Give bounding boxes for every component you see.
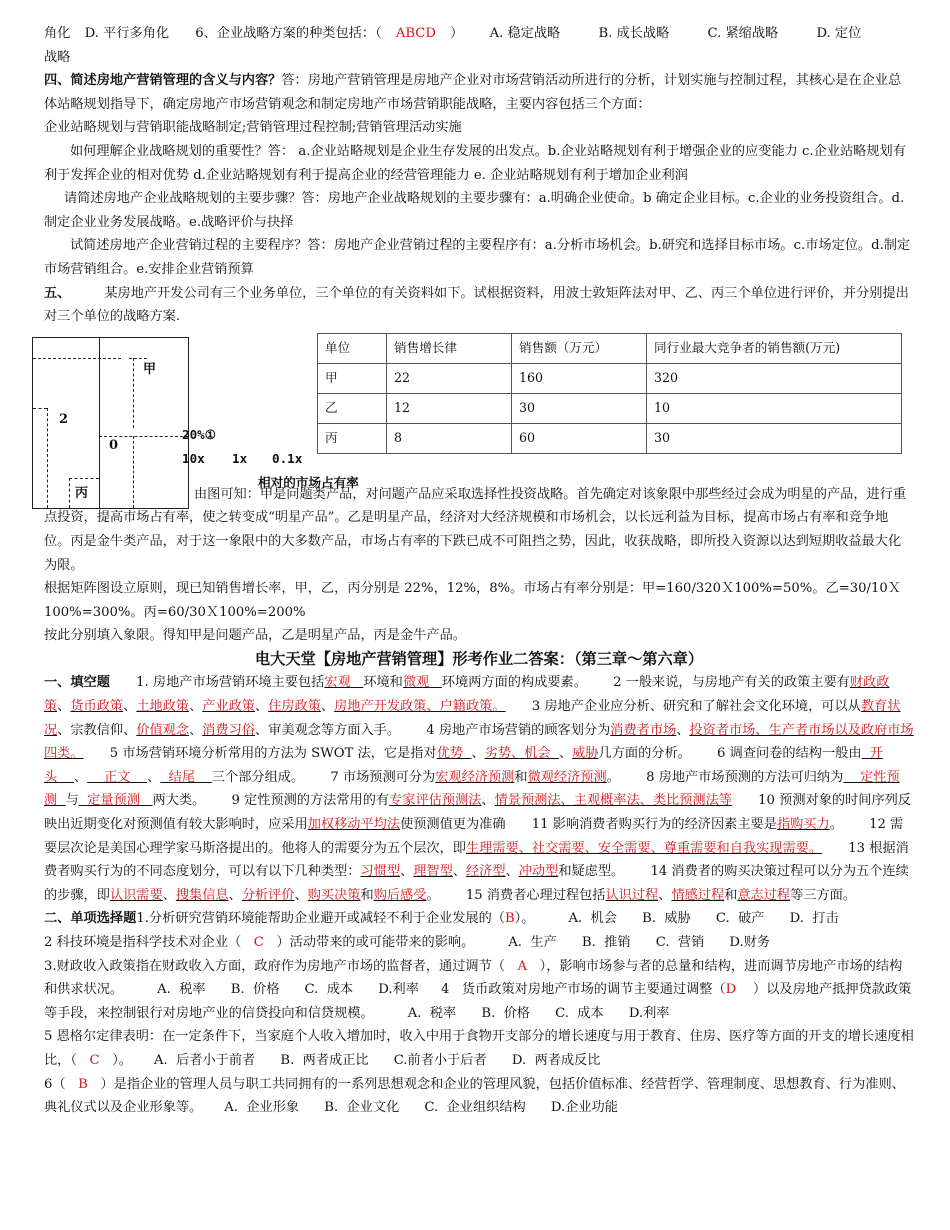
answer: 房地产开发政策、户籍政策。 xyxy=(334,699,506,715)
data-table xyxy=(317,333,902,454)
table-cell: 60 xyxy=(512,423,647,453)
answer: 经济型 xyxy=(466,864,506,880)
text: 、宗教信仰、 xyxy=(57,722,137,738)
answer: 冲动型 xyxy=(518,864,559,880)
table-header: 同行业最大竞争者的销售额(万元) xyxy=(647,333,902,363)
answer: 认识需要 xyxy=(109,887,163,903)
table-header: 销售额（万元） xyxy=(512,333,647,363)
answer: 投资者市场、生产者市场以及政府市场四类。 xyxy=(44,722,914,762)
fill-in-section: 一、填空题 1. 房地产市场营销环境主要包括宏观 环境和微观 环境两方面的构成要素。 2 一般来说，与房地产有关的政策主要有财政政策、货币政策、土地政策、产业政策、住房政策、房地产开发政策、户籍政策。 3 房地产企业应分析、研究和了解社会文化环境，可以从教育状况、宗教信仰、价值观念、消费习俗、审美观念等方面入手。 4 房地产市场营销的顾客划分为消费者市场、投资者市场、生产者市场以及政府市场四类。 5 市场营销环境分析常用的方法为 SWOT 法，它是指对优势 、劣势、机会 、威胁几方面的分析。 6 调查问卷的结构一般由 开头 、 正文 、 结尾 三个部分组成。 7 市场预测可分为宏观经济预测和微观经济预测。 8 房地产市场预测的方法可归纳为 定性预测 与 定量预测 两大类。 9 定性预测的方法常用的有专家评估预测法、情景预测法、主观概率法、类比预测法等 10 预测对象的时间序列反映出近期变化对预测值有较大影响时，应采用加权移动平均法使预测值更为准确 11 影响消费者购买行为的经济因素主要是指购买力。 12 需要层次论是美国心理学家马斯洛提出的。他将人的需要分为五个层次，即生理需要、社交需要、安全需要、尊重需要和自我实现需要。 13 根据消费者购买行为的不同态度划分，可以有以下几种类型：习惯型、理智型、经济型、冲动型和疑虑型。 14 消费者的购买决策过程可以分为五个连续的步骤，即认识需要、搜集信息、分析评价、购买决策和购后感受。 15 消费者心理过程包括认识过程、情感过程和意志过程等三方面。 xyxy=(44,675,914,903)
paragraph: 某房地产开发公司有三个业务单位，三个单位的有关资料如下。试根据资料，用波士敦矩阵法对甲、乙、丙三个单位进行评价，并分别提出对三个单位的战略方案. xyxy=(44,285,909,325)
table-cell: 12 xyxy=(387,393,512,423)
text: 4 货币政策对房地产市场的调节主要通过调整（ xyxy=(440,982,726,998)
text: 、审美观念等方面入手。 xyxy=(255,722,401,738)
answer: 正文 xyxy=(103,769,131,785)
table-cell: 8 xyxy=(387,423,512,453)
text: 5 恩格尔定律表明：在一定条件下，当家庭个人收入增加时，收入中用于食物开支部分的增长速度与用于教育、住房、医疗等方面的开支的增长速度相比，（ xyxy=(44,1029,914,1068)
text: ）是指企业的管理人员与职工共同拥有的一系列思想观念和企业的管理风貌，包括价值标准、经营哲学、管理制度、思想教育、行为准则、典礼仪式以及企业形象等。 xyxy=(44,1076,905,1116)
text: B. 成长战略 xyxy=(598,26,670,41)
answer: B xyxy=(78,1076,88,1092)
answer: 生理需要、社交需要、安全需要、尊重需要和自我实现需要。 xyxy=(466,840,823,856)
answer: 意志过程 xyxy=(737,887,791,903)
matrix-and-table xyxy=(44,333,914,501)
answer: 宏观 xyxy=(324,675,351,691)
label-bing: 丙 xyxy=(75,485,89,501)
answer: 情景预测法、主观概率法、类比预测法等 xyxy=(494,793,732,809)
table-row xyxy=(318,363,902,393)
section-heading: 一、填空题 xyxy=(44,675,110,691)
text: 、 xyxy=(189,722,203,738)
single-choice-q1 xyxy=(44,907,914,931)
answer: 土地政策 xyxy=(136,699,190,715)
options: A. 机会 B. 威胁 C. 破产 D. 打击 xyxy=(568,911,839,927)
paragraph: 由图可知：甲是问题类产品，对问题产品应采取选择性投资战略。首先确定对该象限中那些经过会成为明星的产品，进行重点投资，提高市场占有率，使之转变成“明星产品”。乙是明星产品，经济对大经济规模和市场机会，以长远利益为目标，提高市场占有率和竞争地位。丙是金牛类产品，对于这一象限中的大多数产品，市场占有率的下跌已成不可阻挡之势，因此，收获战略，即所投入资源以达到短期收益最大化为限。 xyxy=(44,486,907,573)
text: 6、企业战略方案的种类包括：（ xyxy=(195,26,382,41)
paragraph: 答：房地产营销管理是房地产企业对市场营销活动所进行的分析，计划实施与控制过程，其核心是在企业总体站略规划指导下，确定房地产市场营销观念和制定房地产市场营销职能战略，主要内容包括三个方面： xyxy=(44,73,902,112)
answer: 加权移动平均法 xyxy=(307,817,401,833)
options-line xyxy=(44,22,914,46)
paragraph: 企业站略规划与营销职能战略制定;营销管理过程控制;营销管理活动实施 xyxy=(44,120,462,136)
x-tick: 1x xyxy=(232,450,248,466)
answer: 开头 xyxy=(44,746,884,785)
label-2: 2 xyxy=(59,411,69,427)
answer: 价值观念 xyxy=(136,722,190,738)
text: 12 需要层次论是美国心理学家马斯洛提出的。他将人的需要分为五个层次，即 xyxy=(44,817,904,856)
answer: C xyxy=(253,935,264,950)
text: ）。 xyxy=(112,1052,132,1068)
answer: 习惯型 xyxy=(360,864,401,880)
paragraph: 请简述房地产企业战略规划的主要步骤？答：房地产企业战略规划的主要步骤有：a.明确企业使命。b 确定企业目标。c.企业的业务投资组合。d.制定企业业务发展战略。e.战略评价与抉择 xyxy=(44,191,905,230)
answer: 住房政策 xyxy=(268,699,321,715)
table-cell: 22 xyxy=(387,363,512,393)
text: 和疑虑型。 xyxy=(558,864,625,880)
document-page xyxy=(44,22,914,1120)
text: 环境两方面的构成要素。 xyxy=(441,675,587,691)
answer: 分析评价 xyxy=(241,887,295,903)
text: 。 xyxy=(829,817,843,833)
answer: 结尾 xyxy=(168,769,196,785)
text: 14 消费者的购买决策过程可以分为五个连续的步骤，即 xyxy=(44,864,909,903)
options: A. 税率 B. 价格 C. 成本 D.利率 xyxy=(157,982,419,998)
x-tick: 0.1x xyxy=(272,450,303,466)
text: 三个部分组成。 xyxy=(211,769,305,785)
text: 13 根据消费者购买行为的不同态度划分，可以有以下几种类型： xyxy=(44,840,909,880)
section-heading: 二、单项选择题 xyxy=(44,911,137,927)
table-header: 销售增长律 xyxy=(387,333,512,363)
text: 与 xyxy=(65,793,79,809)
answer: ABCD xyxy=(395,26,436,41)
answer: 消费者市场 xyxy=(610,722,677,738)
text: 7 市场预测可分为 xyxy=(330,769,436,785)
text: 9 定性预测的方法常用的有 xyxy=(231,793,390,809)
answer: 微观 xyxy=(402,675,430,691)
text: 。 xyxy=(606,769,620,785)
table-row xyxy=(318,393,902,423)
table-cell: 丙 xyxy=(318,423,387,453)
answer: 产业政策 xyxy=(202,699,255,715)
answer: 理智型 xyxy=(413,864,453,880)
answer: 认识过程 xyxy=(605,887,659,903)
text: ）活动带来的或可能带来的影响。 xyxy=(276,935,475,950)
text: 2 科技环境是指科学技术对企业（ xyxy=(44,935,242,950)
answer: 财政政策 xyxy=(44,675,890,715)
text: 。 xyxy=(426,887,440,903)
paragraph: 如何理解企业战略规划的重要性？答： a.企业站略规划是企业生存发展的出发点。b.企业站略规划有利于增强企业的应变能力 c.企业站略规划有利于发挥企业的相对优势 d.企业站略规划有利于提高企业的经营管理能力 e. 企业站略规划有利于增加企业利润 xyxy=(44,143,906,183)
text: 4 房地产市场营销的顾客划分为 xyxy=(426,722,611,738)
answer: 微观经济预测 xyxy=(527,769,607,785)
text: 5 市场营销环境分析常用的方法为 SWOT 法，它是指对 xyxy=(109,746,437,762)
answer: 定量预测 xyxy=(87,793,140,809)
answer: 消费习俗 xyxy=(202,722,255,738)
answer: 搜集信息 xyxy=(175,887,229,903)
text: 8 房地产市场预测的方法可归纳为 xyxy=(646,769,844,785)
answer: 定性预测 xyxy=(44,769,900,809)
single-choice-q2 xyxy=(44,931,914,955)
answer: C xyxy=(89,1052,100,1068)
text: D. 定位 xyxy=(816,26,862,41)
answer: A xyxy=(517,958,528,974)
answer: 货币政策 xyxy=(70,699,124,715)
text: C. 紧缩战略 xyxy=(707,26,779,41)
options: A. 税率 B. 价格 C. 成本 D.利率 xyxy=(407,1005,670,1021)
paragraph: 按此分别填入象限。得知甲是问题产品，乙是明星产品，丙是金牛产品。 xyxy=(44,628,466,644)
section-5 xyxy=(44,282,914,329)
text: ）以及房地产抵押贷款政策等手段，来控制银行对房地产业的信贷投向和信贷规模。 xyxy=(44,982,912,1021)
text: 6 调查问卷的结构一般由 xyxy=(717,746,862,762)
answer: 劣势、机会 xyxy=(484,746,551,762)
answer: 指购买力 xyxy=(776,817,830,833)
text: 两大类。 xyxy=(152,793,206,809)
table-cell: 乙 xyxy=(318,393,387,423)
options: A. 后者小于前者 B. 两者成正比 C.前者小于后者 D. 两者成反比 xyxy=(154,1052,601,1068)
text: 几方面的分析。 xyxy=(598,746,691,762)
text: 15 消费者心理过程包括 xyxy=(465,887,606,903)
text: 11 影响消费者购买行为的经济因素主要是 xyxy=(531,817,777,833)
text: ）。 xyxy=(514,911,535,927)
table-cell: 320 xyxy=(647,363,902,393)
table-cell: 30 xyxy=(512,393,647,423)
single-choice-q6 xyxy=(44,1073,914,1120)
table-cell: 30 xyxy=(647,423,902,453)
section-4 xyxy=(44,69,914,116)
answer: 宏观经济预测 xyxy=(435,769,515,785)
table-header-row xyxy=(318,333,902,363)
text: ） xyxy=(450,26,464,41)
answer: B xyxy=(504,911,515,927)
paragraph: 试简述房地产企业营销过程的主要程序？答：房地产企业营销过程的主要程序有：a.分析市场机会。b.研究和选择目标市场。c.市场定位。d.制定市场营销组合。e.安排企业营销预算 xyxy=(44,238,911,277)
text: 使预测值更为准确 xyxy=(400,817,506,833)
table-row xyxy=(318,423,902,453)
text: 环境和 xyxy=(363,675,403,691)
answer: 购后感受 xyxy=(373,887,427,903)
text: 1. 房地产市场营销环境主要包括 xyxy=(136,675,325,691)
section-heading: 五、 xyxy=(44,285,71,301)
text: 3.财政收入政策指在财政收入方面，政府作为房地产市场的监督者，通过调节（ xyxy=(44,958,505,974)
answer: 购买决策 xyxy=(307,887,361,903)
bcg-matrix xyxy=(32,337,189,509)
text: 3 房地产企业应分析、研究和了解社会文化环境，可以从 xyxy=(531,699,861,715)
text: 10 预测对象的时间序列反映出近期变化对预测值有较大影响时，应采用 xyxy=(44,793,912,833)
section-heading: 四、简述房地产营销管理的含义与内容？ xyxy=(44,73,282,89)
paragraph: 根据矩阵图设立原则，现已知销售增长率，甲，乙，丙分别是 22%，12%，8%。市场占有率分别是：甲=160/320Ｘ100%=50%。乙=30/10Ｘ100%=300%。丙=60/30Ｘ100%=200% xyxy=(44,581,901,620)
table-cell: 10 xyxy=(647,393,902,423)
x-tick: 10x xyxy=(182,450,205,466)
table-cell: 160 xyxy=(512,363,647,393)
table-header: 单位 xyxy=(318,333,387,363)
options: A. 生产 B. 推销 C. 营销 D.财务 xyxy=(508,935,771,950)
text: 1.分析研究营销环境能帮助企业避开或减轻不利于企业发展的（ xyxy=(136,911,505,927)
text: 和 xyxy=(514,769,528,785)
text: ），影响市场参与者的总量和结构，进而调节房地产市场的结构和供求状况。 xyxy=(44,958,903,998)
text-line: 战略 xyxy=(44,49,71,65)
single-choice-q5 xyxy=(44,1025,914,1072)
homework-title: 电大天堂【房地产营销管理】形考作业二答案：（第三章～第六章） xyxy=(254,649,704,668)
label-0: 0 xyxy=(109,437,119,453)
text: D. 平行多角化 xyxy=(84,26,170,41)
options: A. 企业形象 B. 企业文化 C. 企业组织结构 D.企业功能 xyxy=(224,1100,618,1116)
x-axis-label: 相对的市场占有率 xyxy=(258,474,359,490)
text: 等三方面。 xyxy=(790,887,857,903)
answer: D xyxy=(725,982,737,998)
label-jia: 甲 xyxy=(143,361,157,377)
answer: 情感过程 xyxy=(671,887,725,903)
text: A. 稳定战略 xyxy=(489,26,561,41)
text: 角化 xyxy=(44,26,71,41)
answer: 威胁 xyxy=(572,746,599,762)
text: 6（ xyxy=(44,1076,66,1092)
text: 2 一般来说，与房地产有关的政策主要有 xyxy=(613,675,850,691)
answer: 教育状况 xyxy=(44,699,901,738)
single-choice-q3-q4 xyxy=(44,955,914,1026)
growth-label: 20%① xyxy=(182,426,217,442)
answer: 优势 xyxy=(436,746,464,762)
answer: 专家评估预测法 xyxy=(389,793,482,809)
table-cell: 甲 xyxy=(318,363,387,393)
